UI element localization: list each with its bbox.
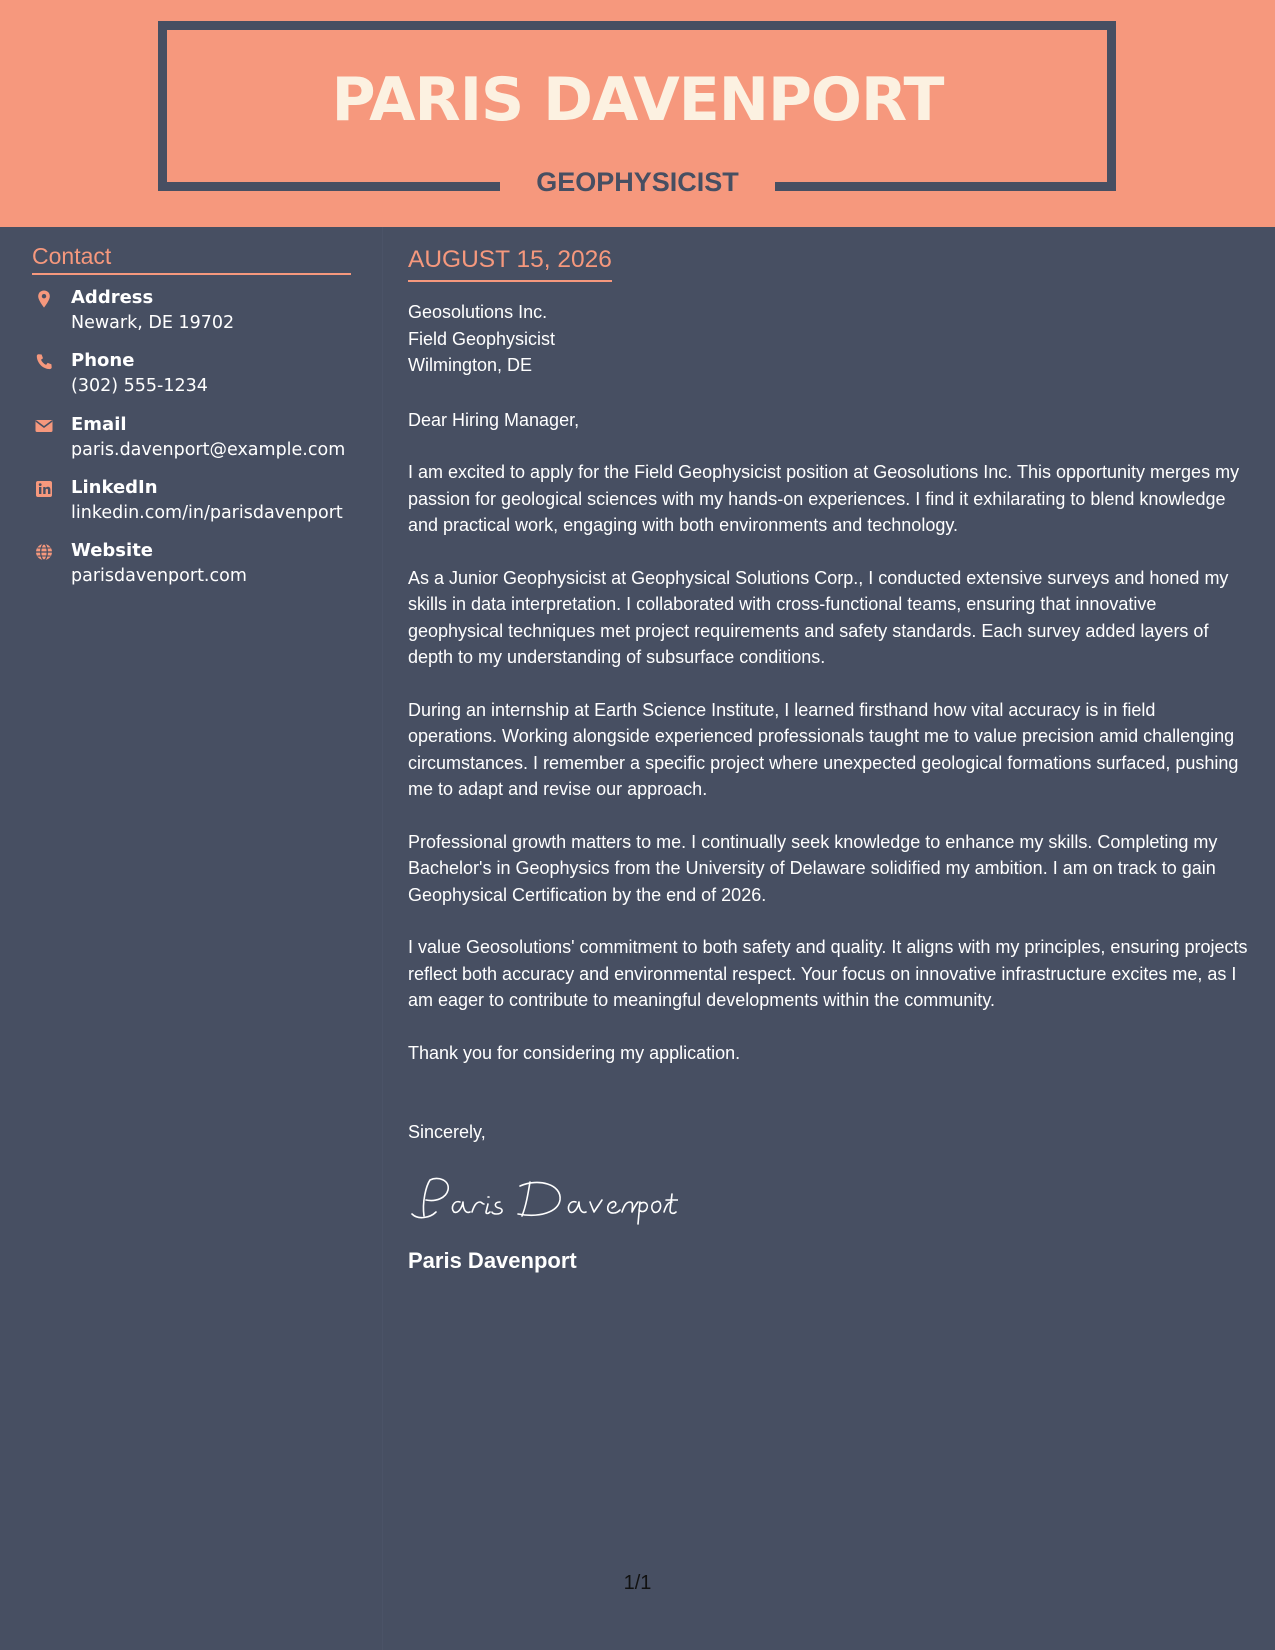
paragraph: Thank you for considering my application.	[408, 1042, 741, 1063]
frame-bottom-left	[158, 182, 500, 191]
salutation: Dear Hiring Manager,	[408, 409, 580, 430]
contact-label: Phone	[71, 350, 135, 371]
contact-label: LinkedIn	[71, 477, 158, 498]
paragraph: I value Geosolutions' commitment to both safety and quality. It aligns with my principles, ensuring projects reflect both accuracy and environmental respect. Your focus on innovative infrastructure excites me, as I am eager to contribute to meaningful developments within the community.	[408, 937, 1248, 1010]
linkedin-icon	[35, 480, 53, 498]
contact-value: (302) 555-1234	[71, 376, 208, 396]
paragraph: I am excited to apply for the Field Geophysicist position at Geosolutions Inc. This opportunity merges my passion for geological sciences with my hands-on experiences. I find it exhilarating to blend knowledge and practical work, engaging with both environments and technology.	[408, 462, 1240, 535]
column-divider	[382, 227, 383, 1650]
recipient-company: Geosolutions Inc.	[408, 302, 548, 322]
page-number: 1/1	[623, 1572, 652, 1594]
paragraph: Professional growth matters to me. I continually seek knowledge to enhance my skills. Completing my Bachelor's in Geophysics from the University of Delaware solidified my ambition. I am on track to gain Geophysical Certification by the end of 2026.	[408, 831, 1218, 905]
signed-name: Paris Davenport	[408, 1247, 577, 1273]
handwritten-signature	[408, 1172, 1248, 1226]
recipient-block	[408, 299, 1248, 379]
contact-value: Newark, DE 19702	[71, 313, 235, 333]
letter-body	[408, 244, 1248, 1275]
paragraph: As a Junior Geophysicist at Geophysical Solutions Corp., I conducted extensive surveys and honed my skills in data interpretation. I collaborated with cross-functional teams, ensuring that innovative geophysical techniques met project requirements and safety standards. Each survey added layers of depth to my understanding of subsurface conditions.	[408, 567, 1229, 667]
header-banner	[0, 0, 1275, 227]
frame-bottom-right	[775, 182, 1116, 191]
map-pin-icon	[35, 290, 53, 308]
signature-graphic	[408, 1172, 678, 1226]
contact-value: parisdavenport.com	[71, 566, 247, 586]
recipient-location: Wilmington, DE	[408, 355, 533, 375]
contact-heading: Contact	[32, 242, 351, 275]
paragraph: During an internship at Earth Science Institute, I learned firsthand how vital accuracy is in field operations. Working alongside experienced professionals taught me to value precision amid challenging circumstances. I remember a specific project where unexpected geological formations surfaced, pushing me to adapt and revise our approach.	[408, 699, 1239, 799]
letter-date: AUGUST 15, 2026	[408, 244, 612, 282]
contact-sidebar	[32, 242, 351, 586]
job-title: GEOPHYSICIST	[536, 167, 739, 197]
recipient-position: Field Geophysicist	[408, 328, 556, 349]
envelope-icon	[35, 417, 53, 435]
candidate-name: PARIS DAVENPORT	[331, 65, 944, 135]
contact-value: paris.davenport@example.com	[71, 440, 346, 460]
globe-icon	[35, 543, 53, 561]
closing: Sincerely,	[408, 1122, 486, 1142]
contact-value: linkedin.com/in/parisdavenport	[71, 503, 343, 523]
phone-icon	[35, 353, 53, 371]
contact-label: Website	[71, 540, 154, 561]
contact-label: Address	[71, 287, 154, 308]
contact-label: Email	[71, 414, 127, 435]
